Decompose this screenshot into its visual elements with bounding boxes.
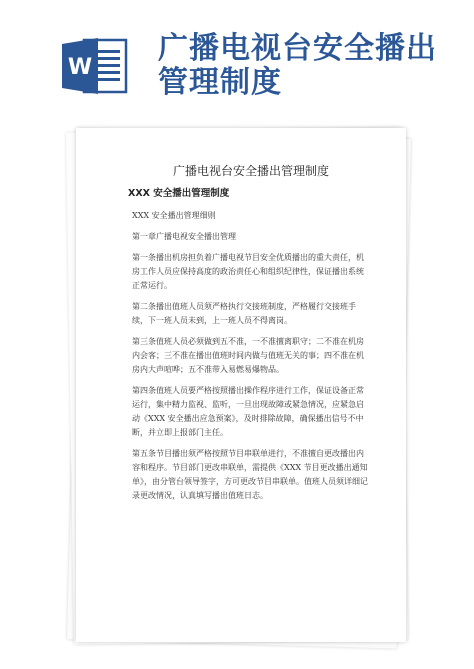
paragraph: 第四条值班人员要严格按照播出操作程序进行工作，保证设备正常运行，集中精力监视、监听，一旦出现故障或紧急情况，应紧急启动《XXX 安全播出应急预案》，及时排除故障，确保播出信号不中断，并立即上报部门主任。 [132, 386, 364, 437]
document-preview [70, 128, 412, 648]
paragraph: 第五条节目播出须严格按照节目串联单进行，不准擅自更改播出内容和程序。节目部门更改串联单，需提供《XXX 节目更改播出通知单》，由分管台领导签字，方可更改节目串联单。值班人员须详细记录更改情况，认真填写播出值班日志。 [132, 449, 368, 500]
paragraph: 第一条播出机房担负着广播电视节目安全优质播出的重大责任，机房工作人员应保持高度的政治责任心和组织纪律性，保证播出系统正常运行。 [132, 253, 364, 290]
document-page [76, 128, 406, 642]
word-icon [62, 36, 128, 96]
document-title-banner: 广播电视台安全播出管理制度 [158, 31, 437, 100]
paragraph: 第二条播出值班人员须严格执行交接班制度，严格履行交接班手续，下一班人员未到，上一班人员不得离岗。 [132, 302, 356, 325]
svg-text:W: W [67, 55, 93, 80]
paragraph: 第三条值班人员必须做到五不准，一不准擅离职守；二不准在机房内会客；三不准在播出值班时间内做与值班无关的事；四不准在机房内大声喧哗；五不准带入易燃易爆物品。 [132, 337, 364, 374]
page-subtitle: XXX 安全播出管理制度 [128, 188, 230, 199]
document-header [0, 0, 474, 118]
paragraph: XXX 安全播出管理细则 [132, 211, 216, 220]
page-title: 广播电视台安全播出管理制度 [172, 164, 329, 178]
document-content [128, 162, 370, 510]
paragraph: 第一章广播电视安全播出管理 [132, 232, 236, 241]
